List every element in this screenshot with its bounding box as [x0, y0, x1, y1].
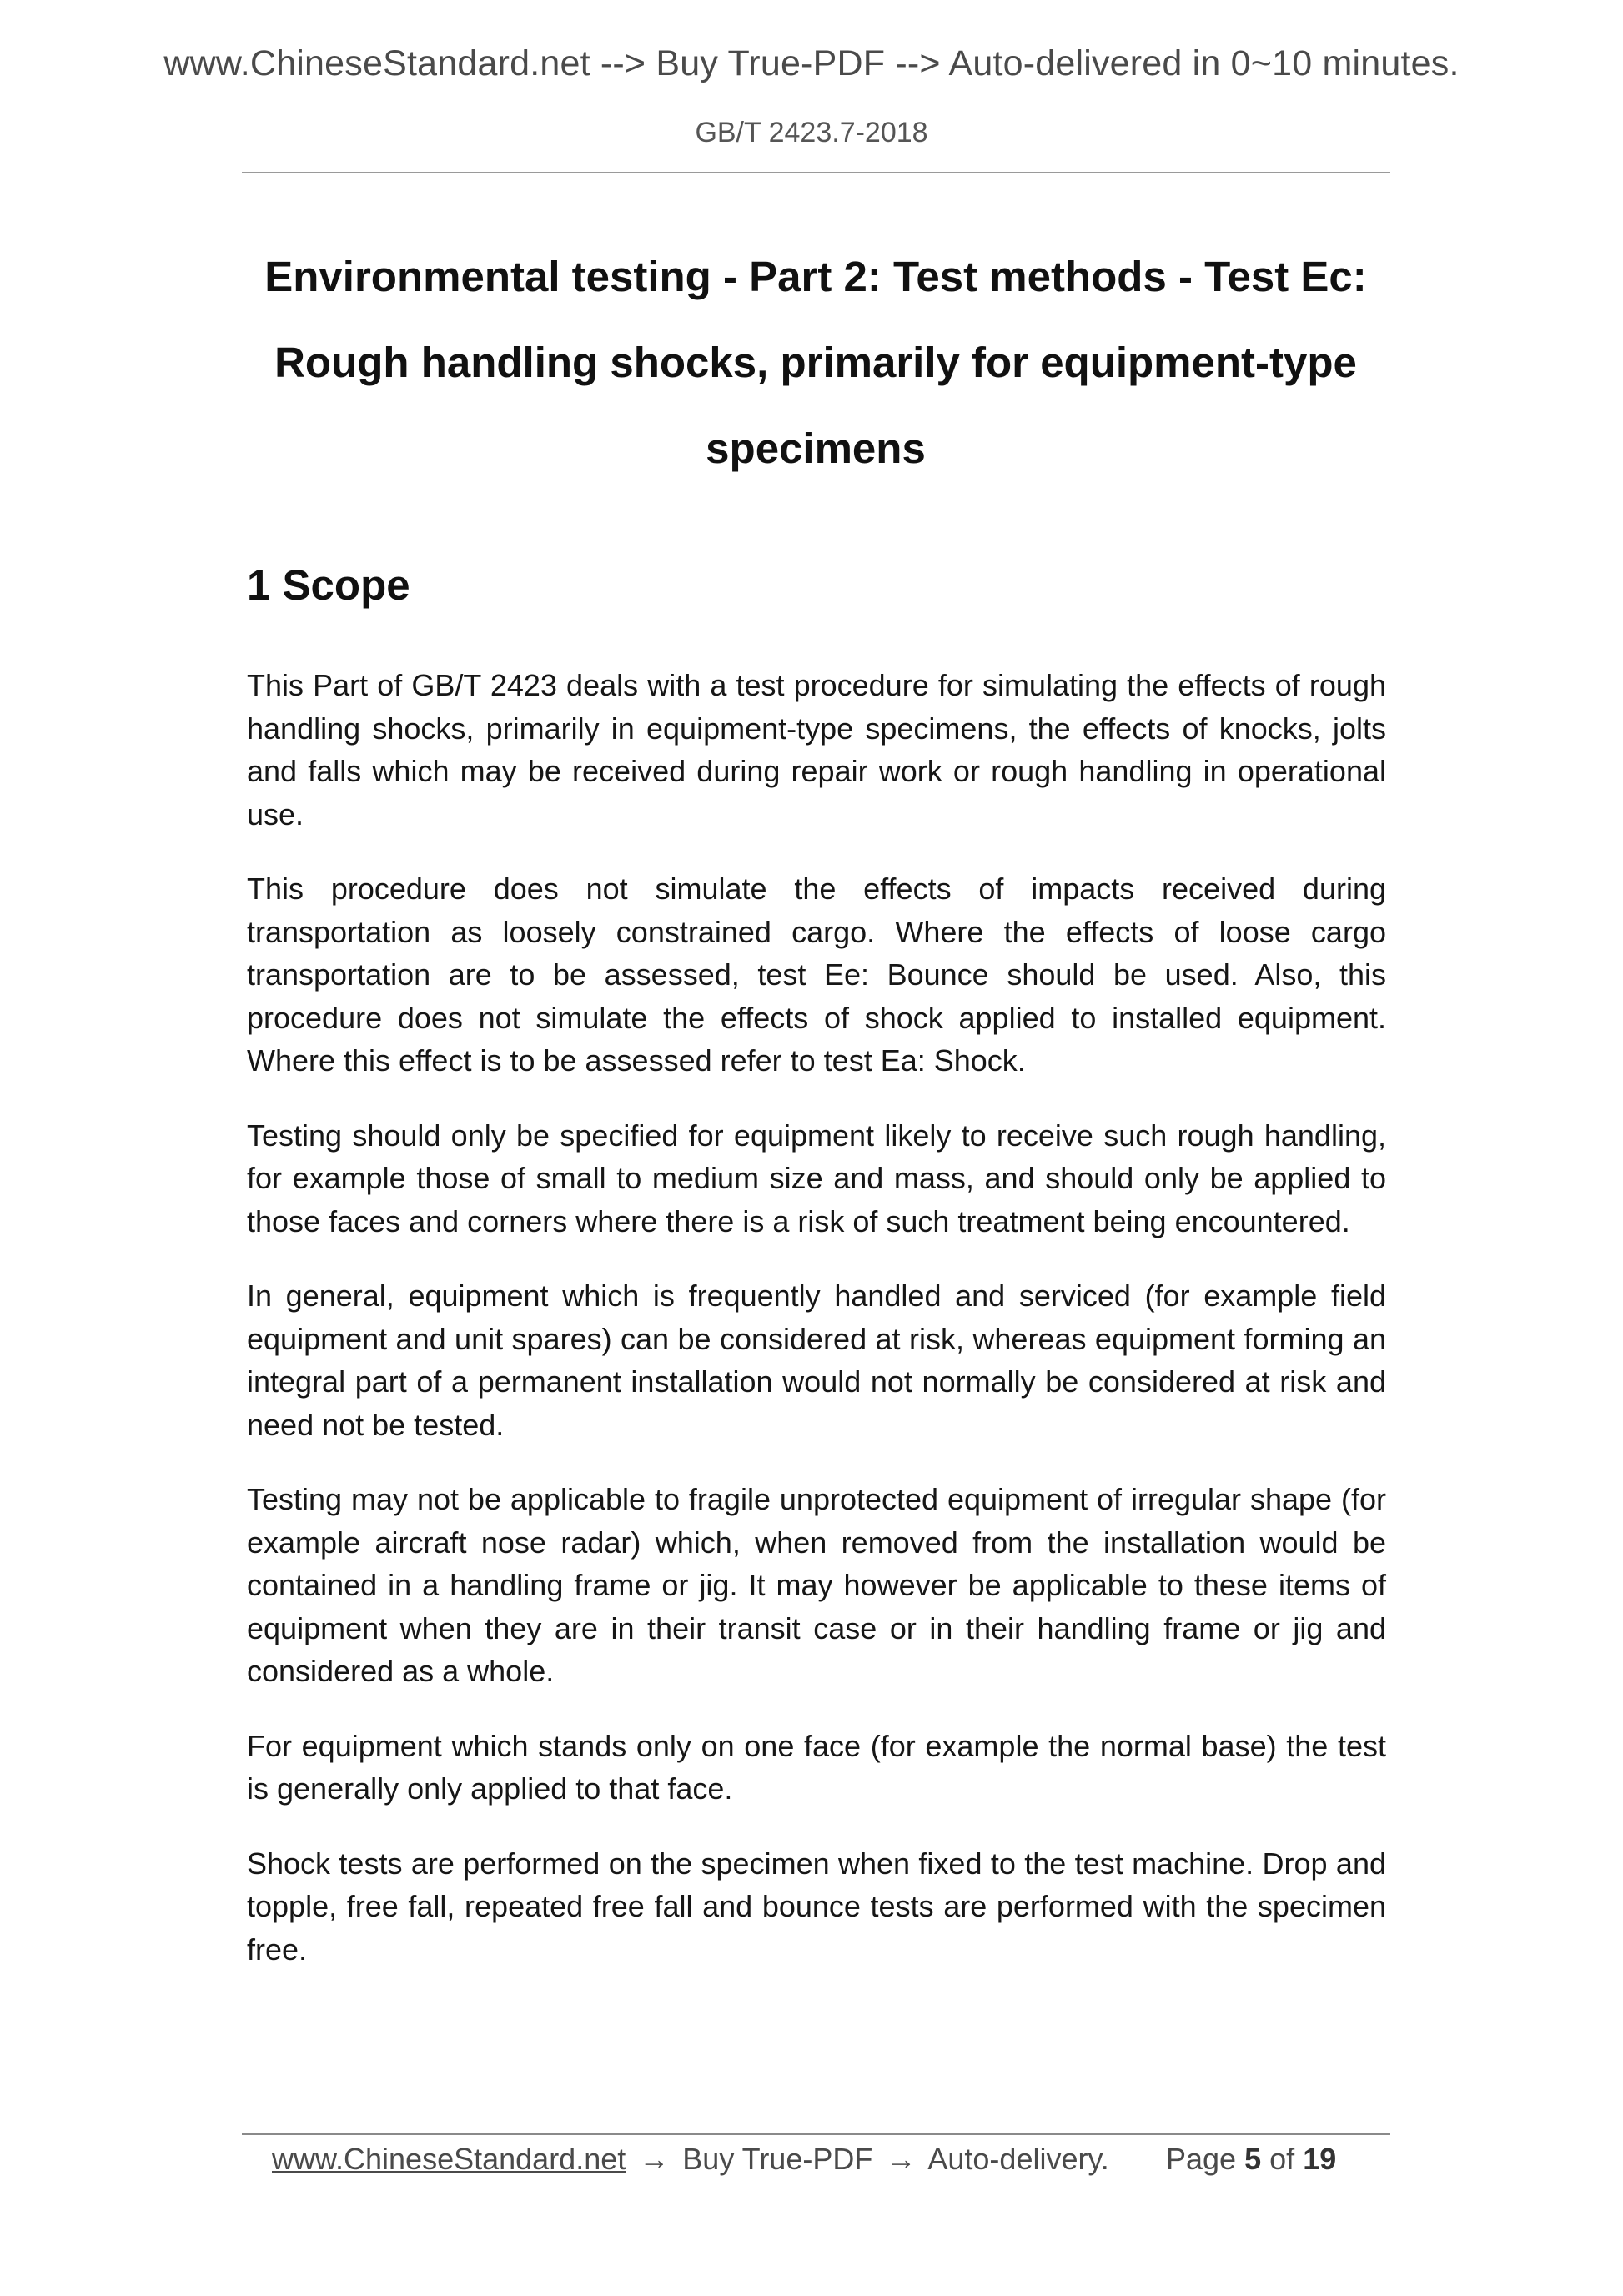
page-label: Page — [1166, 2142, 1237, 2176]
page-indicator — [1166, 2142, 1336, 2177]
title-line-3: specimens — [706, 425, 926, 472]
top-banner: www.ChineseStandard.net --> Buy True-PDF --> Auto-delivered in 0~10 minutes. — [163, 43, 1460, 83]
header-divider — [242, 172, 1390, 173]
paragraph: Testing may not be applicable to fragile unprotected equipment of irregular shape (for example aircraft nose radar) which, when removed from the installation would be contained in a handling frame or jig. It may however be applicable to these items of equipment when they are in their transit case or in their handling frame or jig and considered as a whole. — [247, 1482, 1386, 1688]
arrow-right-icon: → — [639, 2142, 670, 2176]
footer-site-link[interactable]: www.ChineseStandard.net — [272, 2142, 626, 2176]
paragraph: In general, equipment which is frequently handled and serviced (for example field equipment and unit spares) can be considered at risk, whereas equipment forming an integral part of a permanent installation would not normally be considered at risk and need not be tested. — [247, 1279, 1386, 1442]
paragraph: This procedure does not simulate the effects of impacts received during transportation as loosely constrained cargo. Where the effects of loose cargo transportation are to be assessed, test Ee: Bounce should be used. Also, this procedure does not simulate the effects of shock applied to installed equipment. Where this effect is to be assessed refer to test Ea: Shock. — [247, 872, 1386, 1078]
page-of: of — [1269, 2142, 1295, 2176]
footer-buy-text: Buy True-PDF — [682, 2142, 873, 2176]
page-current: 5 — [1244, 2142, 1262, 2176]
arrow-right-icon: → — [886, 2142, 917, 2176]
paragraph: For equipment which stands only on one face (for example the normal base) the test is generally only applied to that face. — [247, 1728, 1386, 1806]
paragraph: This Part of GB/T 2423 deals with a test procedure for simulating the effects of rough handling shocks, primarily in equipment-type specimens, the effects of knocks, jolts and falls which may be received during repair work or rough handling in operational use. — [247, 668, 1386, 831]
paragraph: Shock tests are performed on the specimen when fixed to the test machine. Drop and topple, free fall, repeated free fall and bounce tests are performed with the specimen free. — [247, 1846, 1386, 1967]
page-footer — [272, 2142, 1337, 2177]
title-line-2: Rough handling shocks, primarily for equipment-type — [274, 339, 1357, 386]
document-title — [200, 234, 1431, 491]
section-heading-scope: 1 Scope — [247, 561, 410, 609]
footer-divider — [242, 2133, 1390, 2135]
title-line-1: Environmental testing - Part 2: Test methods - Test Ec: — [264, 253, 1367, 300]
footer-delivery-text: Auto-delivery. — [927, 2142, 1109, 2176]
paragraph: Testing should only be specified for equipment likely to receive such rough handling, for example those of small to medium size and mass, and should only be applied to those faces and corners where there is a risk of such treatment being encountered. — [247, 1118, 1386, 1238]
document-code: GB/T 2423.7-2018 — [695, 117, 928, 148]
page-total: 19 — [1303, 2142, 1337, 2176]
scope-body — [247, 664, 1386, 2002]
